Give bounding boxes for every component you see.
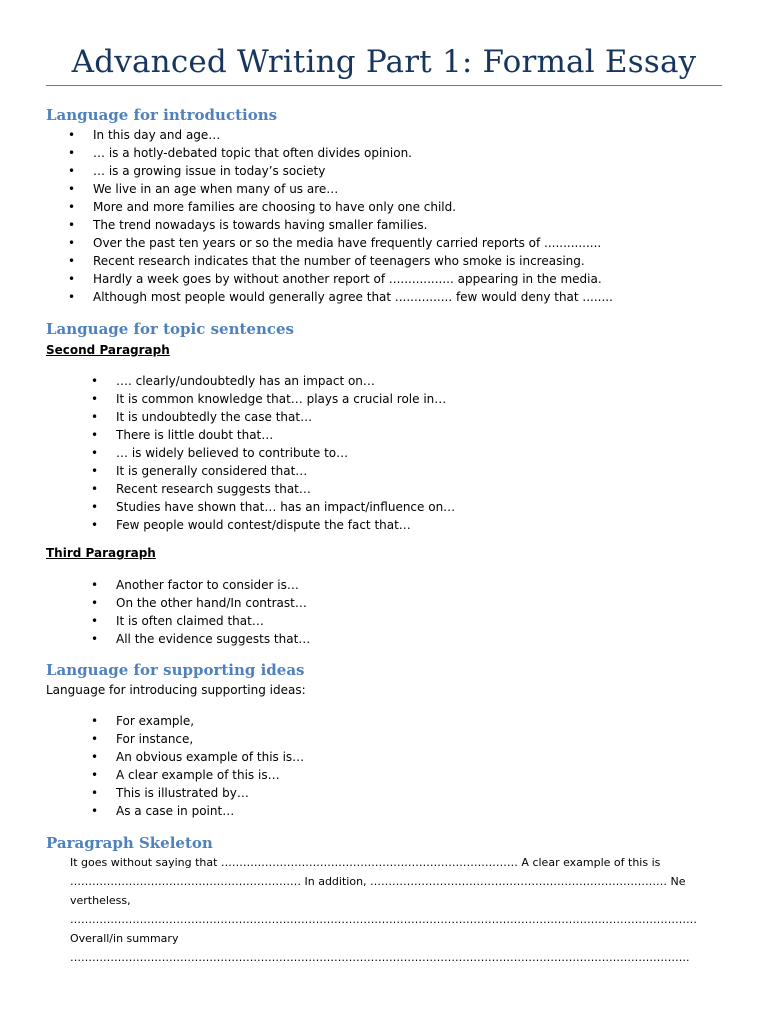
list-item: • There is little doubt that… (91, 426, 455, 444)
list-item: • For instance, (91, 730, 304, 748)
list-item: • All the evidence suggests that… (91, 630, 310, 648)
list-item: • Hardly a week goes by without another report of ................. appearing in the media. (68, 270, 613, 288)
list-item: • Over the past ten years or so the media have frequently carried reports of ............... (68, 234, 613, 252)
section-heading-topic-sentences: Language for topic sentences (46, 320, 294, 338)
list-item: • As a case in point… (91, 802, 304, 820)
list-item: • For example, (91, 712, 304, 730)
list-item: • More and more families are choosing to have only one child. (68, 198, 613, 216)
list-item: • Another factor to consider is… (91, 576, 310, 594)
list-item: • Although most people would generally agree that ............... few would deny that ........ (68, 288, 613, 306)
list-item: • … is a hotly-debated topic that often divides opinion. (68, 144, 613, 162)
subheading-third-paragraph: Third Paragraph (46, 546, 156, 560)
section-heading-paragraph-skeleton: Paragraph Skeleton (46, 834, 213, 852)
subheading-second-paragraph: Second Paragraph (46, 343, 170, 357)
document-title: Advanced Writing Part 1: Formal Essay (71, 44, 697, 80)
second-paragraph-list (91, 372, 455, 534)
list-item: • …. clearly/undoubtedly has an impact on… (91, 372, 455, 390)
list-item: • It is undoubtedly the case that… (91, 408, 455, 426)
list-item: • It is often claimed that… (91, 612, 310, 630)
supporting-ideas-list (91, 712, 304, 820)
list-item: • The trend nowadays is towards having smaller families. (68, 216, 613, 234)
section-heading-introductions: Language for introductions (46, 106, 278, 124)
list-item: • … is a growing issue in today’s society (68, 162, 613, 180)
list-item: • Studies have shown that… has an impact/influence on… (91, 498, 455, 516)
list-item: • On the other hand/In contrast… (91, 594, 310, 612)
list-item: • It is common knowledge that… plays a crucial role in… (91, 390, 455, 408)
list-item: • It is generally considered that… (91, 462, 455, 480)
section-heading-supporting-ideas: Language for supporting ideas (46, 661, 305, 679)
list-item: • Recent research indicates that the number of teenagers who smoke is increasing. (68, 252, 613, 270)
introductions-list (68, 126, 613, 306)
list-item: • Few people would contest/dispute the fact that… (91, 516, 455, 534)
list-item: • This is illustrated by… (91, 784, 304, 802)
title-divider (46, 85, 722, 86)
list-item: • An obvious example of this is… (91, 748, 304, 766)
paragraph-skeleton-text: It goes without saying that ……………………………………………………………………… A clear example of this is ……………………………………………………… In addition, ……………………………………………………………………… Nevertheless, ……………………………………………………………………………………………………………………………………………………… Overall/in summary ……………………………………………………………………………………………………………………………………………………. (70, 856, 697, 964)
list-item: • A clear example of this is… (91, 766, 304, 784)
list-item: • Recent research suggests that… (91, 480, 455, 498)
list-item: • … is widely believed to contribute to… (91, 444, 455, 462)
list-item: • In this day and age… (68, 126, 613, 144)
third-paragraph-list (91, 576, 310, 648)
list-item: • We live in an age when many of us are… (68, 180, 613, 198)
supporting-ideas-intro: Language for introducing supporting ideas: (46, 683, 306, 697)
